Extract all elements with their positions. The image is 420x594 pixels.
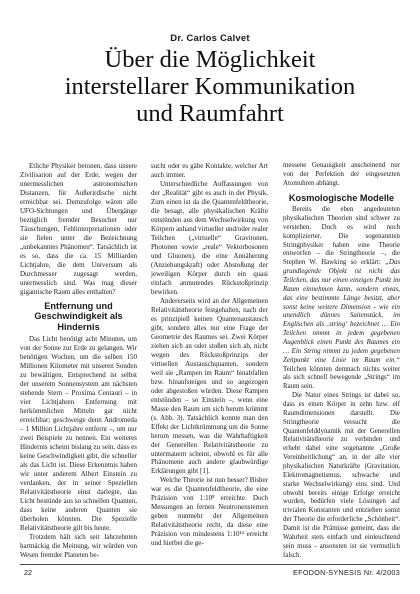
paragraph: Andererseits wird an der Allgemeinen Relativitätstheorie festgehalten, nach der es prinzipiell keinen Quantenaustausch gibt, sondern alles nur eine Frage der Geometrie des Raumes sei. Zwei Körper ziehen sich an oder stoßen sich ab, nicht wegen des Rückstoßprinzips der virtuellen Austauschquanten, sondern weil sie „Rampen im Raum“ hinabfallen bzw. hinaufsteigen und so angezogen oder abgestoßen würden. Diese Rampen entstünden – so Einstein –, wenn eine Masse den Raum um sich herum krümmt (s. Abb. 3). Tatsächlich konnte man den Effekt der Lichtkrümmung um die Sonne herum messen, was die Wahrhaftigkeit der Generellen Relativitätstheorie zu untermauern scheint, obwohl es für alle Phänomene auch andere glaubwürdige Erklärungen gibt [1].	[151, 296, 268, 476]
article-title	[20, 46, 400, 127]
section-heading: Kosmologische Modelle	[288, 192, 395, 203]
column-2	[151, 162, 268, 548]
paragraph: sucht oder es gäbe Kontakte, welcher Art auch immer.	[151, 162, 268, 179]
paragraph: Trotzdem hält sich seit Jahrzehnten hartnäckig die Meinung, wir würden von Wesen fremder Planeten be-	[20, 532, 137, 559]
paragraph: messene Genauigkeit anscheinend nur von der Perfektion der eingesetzten Atomuhren abhängt.	[283, 162, 400, 187]
paragraph: Die Natur eines Strings ist dabei so, dass es einen Körper in zehn bzw. elf Raumdimensionen darstellt. Die Stringtheorie versucht die Quantenfelddynamik mit der Generellen Relativitätstheorie zu verbinden und erhebt dabei eine sogenannte „Große Vereinheitlichung“ an, in der alle vier physikalischen Naturkräfte (Gravitation, Elektromagnetismus, schwache und starke Wechselwirkung) eins sind. Und obwohl bereits einige Erfolge erreicht wurden, bedürfen viele Lösungen auf trivialen Konstanten und entziehen somit der Theorie die erforderliche „Schönheit“. Damit ist die Prämisse gemeint, dass die Wahrheit stets einfach und einleuchtend sein muss - ansonsten ist sie vermutlich falsch.	[283, 392, 400, 559]
author-name: Dr. Carlos Calvet	[170, 33, 250, 44]
hawking-quote: „Das grundlegende Objekt ist nicht das Teilchen, das nur einen einzigen Punkt im Raum einnehmen kann, sondern etwas, das eine bestimmte Länge besitzt, aber sonst keine weitere Dimension - wie ein unendlich dünnes Saitenstück, im Englischen als ‚string‘ bezeichnet … Ein Teilchen nimmt in jedem gegebenen Augenblick einen Punkt des Raumes ein … Ein String nimmt zu jedem gegebenen Zeitpunkt eine Linie im Raum ein.“	[283, 259, 400, 364]
page-footer	[20, 564, 400, 579]
title-line-1: Über die Möglichkeit	[104, 46, 316, 73]
paragraph: Unterschiedliche Auffassungen von der „Realität“ gibt es auch in der Physik. Zum einen ist da die Quantenfeldtheorie, die besagt, alle physikalischen Kräfte entstünden aus dem Wechselwirkung von Körpern anhand virtueller und/oder realer Teilchen („virtuelle“ Gravitonen, Photonen sowie „reale“ Vektorbosonen und Gluonen), die eine Annäherung (Anziehungskraft) oder Abstoßung der jeweiligen Körper durch ein quasi einfach anmutendes Rückstoßprinzip bewirken.	[151, 179, 269, 296]
column-3	[283, 162, 400, 560]
article-page	[20, 0, 400, 594]
title-line-3: und Raumfahrt	[136, 100, 284, 127]
paragraph: Etliche Physiker betonen, dass unsere Zivilisation auf der Erde, wegen der unermesslichen astronomischen Distanzen, für Außerirdische nicht erreichbar sei. Demzufolge wären alle UFO-Sichtungen und Übergänge bezüglich fremder Besucher nur Täuschungen, Fehlinterpretationen oder sie fielen unter die Bezeichnung „unbekanntes Phänomen“. Tatsächlich ist es so, dass die ca. 15 Milliarden Lichtjahre, die dem Universum als Durchmesser zugesagt werden, unermesslich sind. Was mag dieser gigantische Raum alles enthalten?	[20, 162, 137, 296]
title-line-2: interstellarer Kommunikation	[64, 73, 356, 100]
paragraph-text: Bereits die eben angedeuteten physikalischen Theorien sind schwer zu verstehen. Doch es wird noch komplizierter. Die sogenannten Stringphysiker haben eine Theorie entworfen – die Stringtheorie –, die Stephen W. Hawking so erklärt:	[283, 206, 400, 267]
page-number: 22	[24, 568, 32, 577]
column-1	[20, 162, 137, 560]
article-body	[20, 162, 400, 562]
paragraph-text: Teilchen könnten demnach nichts weiter als sich schnell bewegende „Strings“ im Raum sein.	[283, 365, 400, 391]
journal-name: EFODON-SYNESIS Nr. 4/2003	[293, 568, 400, 577]
paragraph: Welche Theorie ist nun besser? Bisher war es die Quantenfeldtheorie, die eine Präzision von 1:10⁸ erreichte. Doch Messungen an fernen Neutronensternen geben nunmehr der Allgemeinen Relativitätstheorie recht, da diese eine Präzision von mindestens 1:10¹⁴ erreicht und hierbei die ge-	[151, 476, 268, 548]
paragraph: Das Licht benötigt acht Minuten, um von der Sonne zur Erde zu gelangen. Wir benötigen Wochen, um die selben 150 Millionen Kilometer mit unseren Sonden zu bewältigen. Entsprechend ist selbst der unserem Sonnensystem am nächsten stehende Stern – Proxima Centauri – in vier Lichtjahren Entfernung mit herkömmlichen Mitteln gar nicht erreichbar; geschweige denn Andromeda – 1 Million Lichtjahre entfernt –, um nur zwei Beispiele zu nennen. Ein weiteres Hindernis scheint bislang zu sein, dass es keine Geschwindigkeit gibt, die schneller als das Licht ist. Diese Erkenntnis haben wir unter anderem Albert Einstein zu verdanken, der in seiner Speziellen Relativitätstheorie einst darlegte, das Licht bestünde aus so schnellen Quanten, dass keine anderen Quanten sie überholen könnten. Die Spezielle Relativitätstheorie gilt bis heute.	[20, 335, 137, 532]
paragraph	[283, 206, 400, 392]
section-heading: Entfernung und Geschwindigkeit als Hindernis	[34, 300, 123, 332]
